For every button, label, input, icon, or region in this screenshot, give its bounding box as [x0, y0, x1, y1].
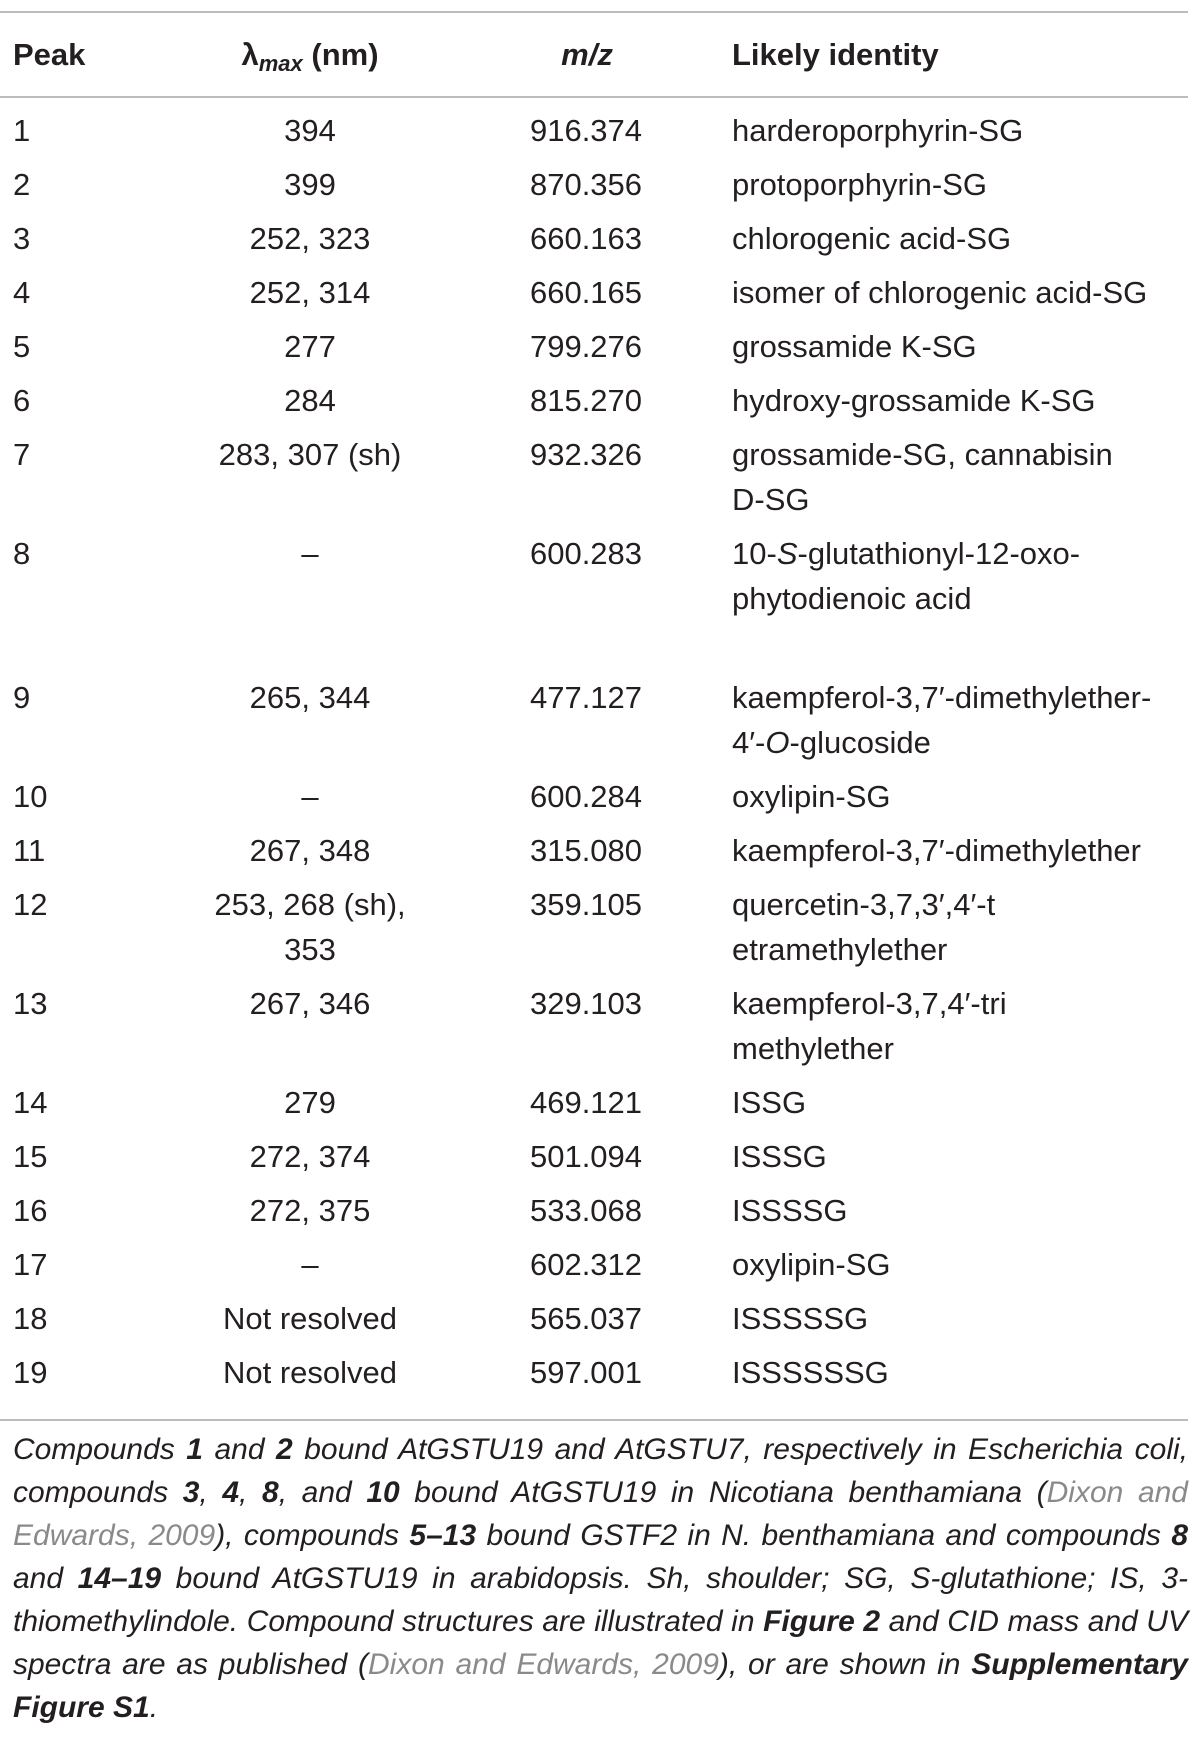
cell-peak: 2 [13, 167, 31, 202]
cell-peak: 14 [13, 1085, 48, 1120]
footnote-text: ), compounds [215, 1519, 410, 1552]
cell-mz: 815.270 [529, 383, 643, 418]
footnote-text: Compounds [13, 1433, 187, 1466]
footnote-bold: 10 [366, 1476, 400, 1509]
footnote-text: , and [278, 1476, 367, 1509]
table-row [0, 1188, 1200, 1242]
cell-peak: 1 [13, 113, 31, 148]
cell-identity-wrap [687, 882, 1192, 981]
identity-part-italic: S [776, 536, 798, 571]
cell-identity: oxylipin-SG [732, 779, 891, 814]
footnote-bold: 1 [186, 1433, 203, 1466]
table-row [0, 1350, 1200, 1404]
cell-lambda: 267, 348 [249, 833, 371, 868]
footnote-text: ), or are shown in [718, 1648, 972, 1681]
table-row [0, 378, 1200, 432]
footnote-bold: 2 [276, 1433, 293, 1466]
cell-mz: 533.068 [529, 1193, 643, 1228]
cell-lambda: – [301, 779, 319, 814]
cell-mz: 870.356 [529, 167, 643, 202]
bottom-rule [0, 1419, 1188, 1421]
footnote-text: , [239, 1476, 262, 1509]
cell-identity: ISSSG [732, 1139, 827, 1174]
cell-mz: 600.284 [529, 779, 643, 814]
cell-peak: 11 [13, 833, 46, 868]
header-identity: Likely identity [732, 37, 939, 72]
table-row [0, 981, 1200, 1080]
cell-identity-wrap [687, 531, 1192, 675]
supplementary-figure-link[interactable]: Supplementary Figure S1 [13, 1648, 1188, 1724]
cell-peak: 4 [13, 275, 31, 310]
cell-identity: kaempferol-3,7′-dimethylether [732, 833, 1141, 868]
table-row [0, 828, 1200, 882]
cell-identity [732, 675, 1177, 765]
cell-identity: ISSG [732, 1085, 807, 1120]
cell-identity-wrap [687, 432, 1192, 531]
cell-mz: 932.326 [529, 437, 643, 472]
identity-part: -glutathionyl-12-oxo-phytodienoic acid [732, 536, 1081, 616]
cell-mz: 469.121 [529, 1085, 643, 1120]
cell-lambda: 272, 375 [249, 1193, 371, 1228]
cell-identity: isomer of chlorogenic acid-SG [732, 275, 1148, 310]
cell-mz: 597.001 [529, 1355, 643, 1390]
cell-lambda: 279 [284, 1085, 336, 1120]
cell-mz: 660.163 [529, 221, 643, 256]
cell-peak: 9 [13, 680, 31, 715]
cell-lambda: – [301, 536, 319, 571]
footnote-text: , [199, 1476, 223, 1509]
cell-mz: 501.094 [529, 1139, 643, 1174]
cell-mz: 565.037 [529, 1301, 643, 1336]
table-row [0, 774, 1200, 828]
cell-lambda: 284 [284, 383, 336, 418]
cell-peak: 13 [13, 986, 48, 1021]
footnote-text: bound GSTF2 in N. benthamiana and compounds [476, 1519, 1172, 1552]
header-lambda-unit: (nm) [302, 37, 379, 72]
header-lambda-symbol: λ [241, 37, 259, 72]
cell-mz: 660.165 [529, 275, 643, 310]
header-rule [0, 96, 1188, 98]
header-peak: Peak [13, 37, 86, 72]
cell-peak: 8 [13, 536, 31, 571]
header-lambda [210, 30, 410, 80]
cell-identity: hydroxy-grossamide K-SG [732, 383, 1096, 418]
cell-identity: kaempferol-3,7,4′-trimethylether [732, 986, 1007, 1066]
cell-mz: 359.105 [529, 887, 643, 922]
table-row [0, 531, 1200, 675]
cell-lambda: 272, 374 [249, 1139, 371, 1174]
table-row [0, 1080, 1200, 1134]
figure-link[interactable]: Figure 2 [763, 1605, 881, 1638]
footnote-text: bound AtGSTU19 in Nicotiana benthamiana ( [399, 1476, 1047, 1509]
cell-lambda: 399 [284, 167, 336, 202]
cell-identity [732, 531, 1112, 621]
identity-part: 10- [732, 536, 777, 571]
header-lambda-sub: max [258, 51, 303, 76]
cell-identity: ISSSSSG [732, 1301, 869, 1336]
cell-lambda: 253, 268 (sh), 353 [214, 887, 406, 967]
cell-lambda: 277 [284, 329, 336, 364]
cell-peak: 7 [13, 437, 31, 472]
identity-part: kaempferol-3,7′-dimethylether-4′- [732, 680, 1152, 760]
cell-peak: 6 [13, 383, 31, 418]
cell-mz: 916.374 [529, 113, 643, 148]
cell-lambda: – [301, 1247, 319, 1282]
cell-identity: protoporphyrin-SG [732, 167, 988, 202]
cell-identity: ISSSSG [732, 1193, 848, 1228]
cell-peak: 12 [13, 887, 48, 922]
cell-lambda: 252, 323 [249, 221, 371, 256]
footnote-text: and CID mass and UV spectra are as published ( [13, 1605, 1188, 1681]
cell-lambda: 252, 314 [249, 275, 371, 310]
cell-peak: 16 [13, 1193, 48, 1228]
table-body [0, 108, 1200, 1404]
cell-mz: 600.283 [529, 536, 643, 571]
cell-peak: 3 [13, 221, 31, 256]
cell-identity: ISSSSSSG [732, 1355, 889, 1390]
table-row [0, 216, 1200, 270]
reference-link[interactable]: Dixon and Edwards, 2009 [13, 1476, 1188, 1552]
footnote-text: and [13, 1562, 78, 1595]
table-row [0, 1242, 1200, 1296]
cell-identity: grossamide K-SG [732, 329, 977, 364]
footnote-text: bound AtGSTU19 in arabidopsis. Sh, shoulder; SG, S-glutathione; IS, 3-thiomethylindole. Compound structures are illustrated in [13, 1562, 1188, 1638]
cell-lambda: 265, 344 [249, 680, 371, 715]
cell-identity-wrap [687, 675, 1192, 774]
cell-mz: 329.103 [529, 986, 643, 1021]
cell-peak: 17 [13, 1247, 48, 1282]
cell-identity-wrap [687, 981, 1192, 1080]
cell-lambda: Not resolved [222, 1301, 398, 1336]
table-row [0, 1296, 1200, 1350]
footnote-text: . [149, 1691, 159, 1724]
header-mz: m/z [561, 37, 613, 72]
footnote-bold: 3 [182, 1476, 200, 1509]
table-row [0, 432, 1200, 531]
cell-lambda: 394 [284, 113, 336, 148]
cell-peak: 15 [13, 1139, 48, 1174]
cell-mz: 799.276 [529, 329, 643, 364]
table-row [0, 1134, 1200, 1188]
cell-identity: quercetin-3,7,3′,4′-tetramethylether [732, 887, 996, 967]
footnote-text: and [202, 1433, 277, 1466]
cell-mz: 477.127 [529, 680, 643, 715]
table-row [0, 270, 1200, 324]
cell-mz: 315.080 [529, 833, 643, 868]
table-row [0, 162, 1200, 216]
footnote-text: bound AtGSTU19 and AtGSTU7, respectively in Escherichia coli, compounds [13, 1433, 1188, 1509]
table-footnote [13, 1428, 1188, 1729]
footnote-bold: 14–19 [77, 1562, 162, 1595]
cell-peak: 10 [13, 779, 48, 814]
identity-part: -glucoside [789, 725, 931, 760]
cell-mz: 602.312 [529, 1247, 643, 1282]
reference-link[interactable]: Dixon and Edwards, 2009 [368, 1648, 719, 1681]
footnote-bold: 8 [1171, 1519, 1188, 1552]
cell-peak: 19 [13, 1355, 48, 1390]
cell-peak: 5 [13, 329, 31, 364]
table-row [0, 324, 1200, 378]
cell-identity: grossamide-SG, cannabisin D-SG [732, 437, 1113, 517]
table-row [0, 675, 1200, 774]
cell-lambda: 267, 346 [249, 986, 371, 1021]
cell-lambda: Not resolved [222, 1355, 398, 1390]
table-row [0, 882, 1200, 981]
footnote-bold: 5–13 [409, 1519, 477, 1552]
cell-lambda: 283, 307 (sh) [218, 437, 402, 472]
footnote-bold: 4 [222, 1476, 240, 1509]
footnote-bold: 8 [262, 1476, 279, 1509]
cell-identity: harderoporphyrin-SG [732, 113, 1024, 148]
identity-part-italic: O [765, 725, 790, 760]
cell-identity: oxylipin-SG [732, 1247, 891, 1282]
table-row [0, 108, 1200, 162]
cell-peak: 18 [13, 1301, 48, 1336]
top-rule [0, 11, 1188, 13]
cell-identity: chlorogenic acid-SG [732, 221, 1012, 256]
